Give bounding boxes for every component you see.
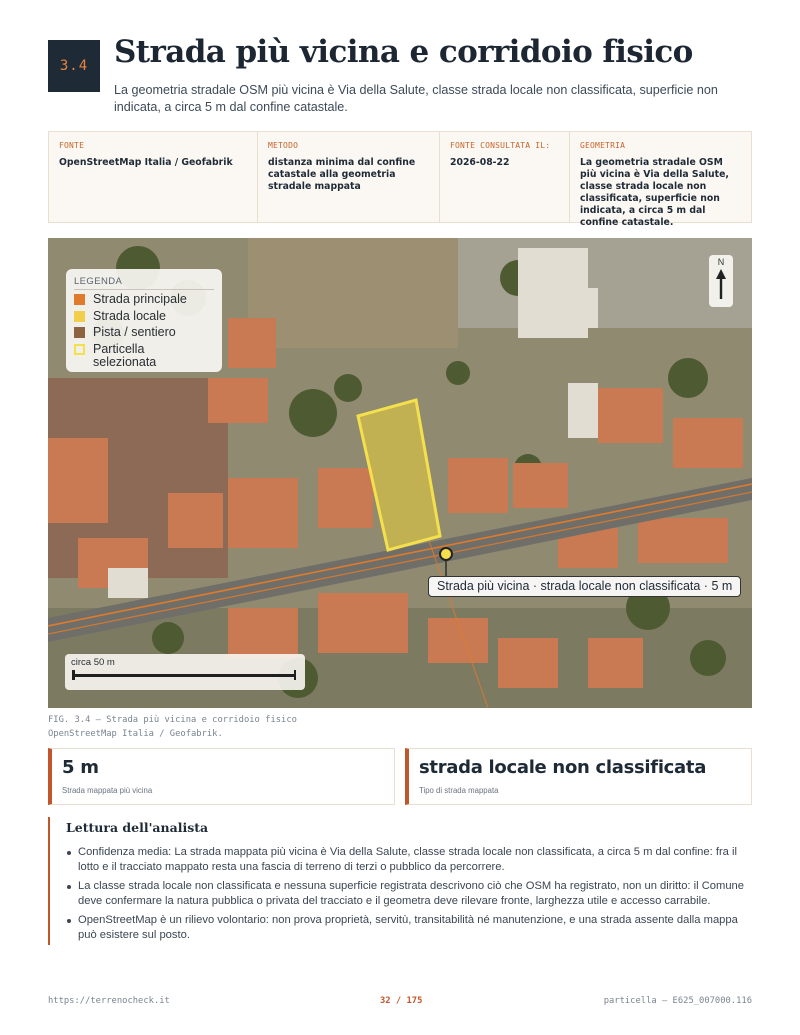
scale-label: circa 50 m bbox=[71, 657, 115, 668]
stat-label: Tipo di strada mappata bbox=[419, 786, 499, 795]
section-number: 3.4 bbox=[59, 58, 89, 74]
analyst-notes bbox=[48, 817, 752, 945]
legend-label: Strada principale bbox=[93, 292, 187, 306]
legend-item-local-road bbox=[74, 310, 214, 323]
analyst-point: Confidenza media: La strada mappata più vicina è Via della Salute, classe strada locale non classificata, a circa 5 m dal confine: fra il lotto e il tracciato mappato resta una fascia di terreno di terzi o pubblico da percorrere. bbox=[66, 845, 752, 874]
meta-label: METODO bbox=[268, 141, 299, 150]
section-number-badge bbox=[48, 40, 100, 92]
legend-item-track bbox=[74, 326, 214, 339]
legend-swatch bbox=[74, 294, 85, 305]
meta-method bbox=[258, 132, 440, 222]
north-label: N bbox=[717, 257, 725, 267]
meta-value: OpenStreetMap Italia / Geofabrik bbox=[59, 157, 233, 168]
meta-value: 2026-08-22 bbox=[450, 157, 510, 168]
north-arrow bbox=[709, 255, 733, 307]
scale-bar bbox=[65, 654, 305, 690]
figure-caption bbox=[48, 713, 297, 741]
meta-consulted-date bbox=[440, 132, 570, 222]
analyst-list bbox=[66, 845, 752, 942]
legend-label: Strada locale bbox=[93, 308, 166, 323]
page-subtitle: La geometria stradale OSM più vicina è Via della Salute, classe strada locale non classificata, superficie non indicata, a circa 5 m dal confine catastale. bbox=[114, 83, 718, 114]
footer-page-number: 32 / 175 bbox=[380, 996, 423, 1006]
aerial-map[interactable] bbox=[48, 238, 752, 708]
figure-source: OpenStreetMap Italia / Geofabrik. bbox=[48, 729, 223, 739]
meta-label: FONTE bbox=[59, 141, 85, 150]
scale-line bbox=[72, 674, 296, 677]
arrow-up-icon bbox=[709, 267, 733, 301]
meta-source bbox=[49, 132, 258, 222]
stat-value: 5 m bbox=[62, 757, 99, 778]
meta-value: La geometria stradale OSM più vicina è Via della Salute, classe strada locale non classificata, superficie non indicata, a circa 5 m dal confine catastale. bbox=[580, 157, 729, 228]
legend-title: LEGENDA bbox=[74, 276, 214, 290]
meta-label: GEOMETRIA bbox=[580, 141, 626, 150]
analyst-point: OpenStreetMap è un rilievo volontario: non prova proprietà, servitù, transitabilità né manutenzione, e una strada assente dalla mappa può esistere sul posto. bbox=[66, 913, 752, 942]
page-title: Strada più vicina e corridoio fisico bbox=[114, 34, 693, 70]
stat-label: Strada mappata più vicina bbox=[62, 786, 153, 795]
legend-swatch bbox=[74, 344, 85, 355]
metadata-table bbox=[48, 131, 752, 228]
figure-title: FIG. 3.4 — Strada più vicina e corridoio fisico bbox=[48, 715, 297, 725]
map-legend bbox=[66, 269, 222, 372]
footer-url[interactable]: https://terrenocheck.it bbox=[48, 996, 170, 1006]
legend-label: Particella selezionata bbox=[93, 341, 157, 369]
stat-card-road-type bbox=[405, 748, 752, 805]
footer-parcel-id: particella — E625_007000.116 bbox=[603, 996, 752, 1006]
analyst-point: La classe strada locale non classificata e nessuna superficie registrata descrivono ciò che OSM ha registrato, non un diritto: il Comune deve confermare la natura pubblica o privata del tracciato e il geometra deve rilevare fronte, larghezza utile e accesso carrabile. bbox=[66, 879, 752, 908]
stat-value: strada locale non classificata bbox=[419, 757, 707, 778]
stat-card-distance bbox=[48, 748, 395, 805]
meta-geometry bbox=[570, 132, 751, 228]
analyst-title: Lettura dell'analista bbox=[66, 820, 209, 835]
meta-label: FONTE CONSULTATA IL: bbox=[450, 141, 551, 150]
nearest-road-label: Strada più vicina · strada locale non classificata · 5 m bbox=[428, 576, 741, 597]
legend-swatch bbox=[74, 327, 85, 338]
legend-item-main-road bbox=[74, 293, 214, 306]
legend-swatch bbox=[74, 311, 85, 322]
legend-label: Pista / sentiero bbox=[93, 325, 176, 339]
legend-item-parcel bbox=[74, 343, 214, 369]
meta-value: distanza minima dal confine catastale alla geometria stradale mappata bbox=[268, 157, 416, 192]
